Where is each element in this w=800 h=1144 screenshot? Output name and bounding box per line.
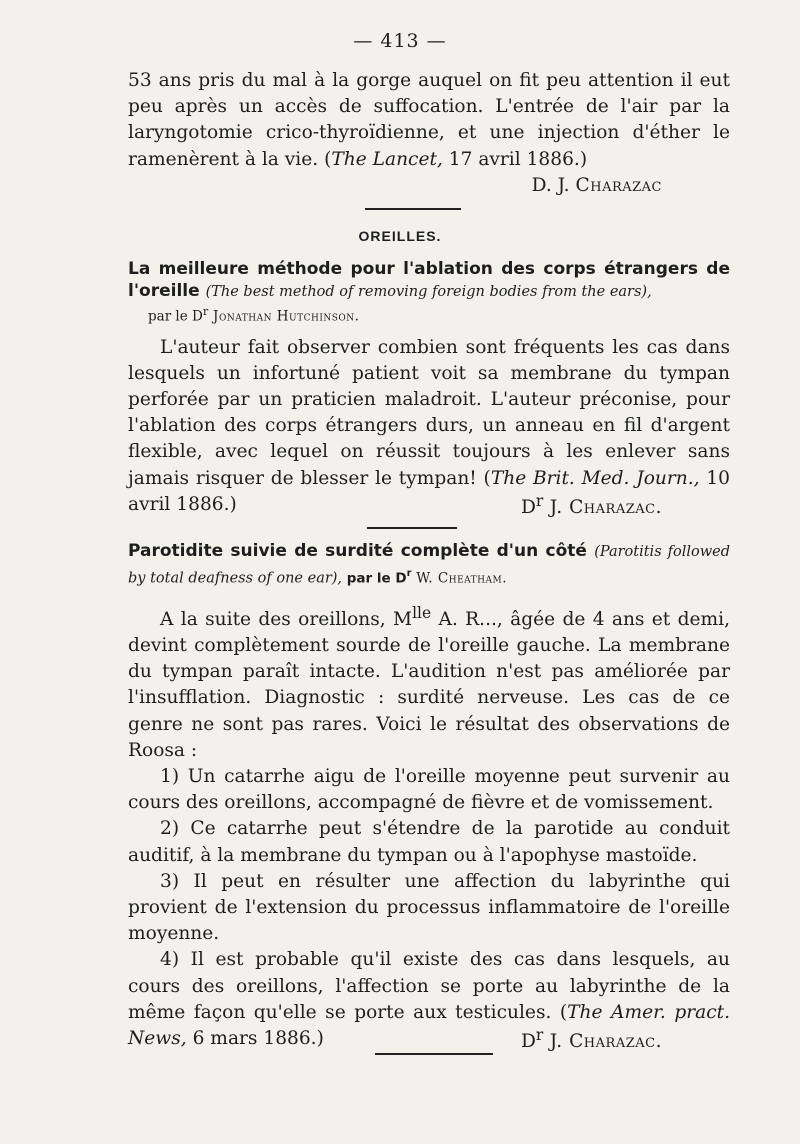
citation-date: 6 mars 1886.) bbox=[186, 1028, 324, 1050]
continuation-block bbox=[128, 68, 730, 196]
page-number: — 413 — bbox=[353, 30, 447, 52]
article-byline: W. Cheatham. bbox=[411, 570, 508, 587]
article-intro: A la suite des oreillons, $M^{lle}$ A. R..., âgée de 4 ans et demi, devint complètement sourde de l'oreille gauche. La membrane du tympan paraît intacte. L'audition n'est pas améliorée par l'insufflation. Diagnostic : surdité nerveuse. Les cas de ce genre ne sont pas rares. Voici le résultat des observations de Roosa : bbox=[128, 603, 731, 761]
citation-date: 17 avril 1886.) bbox=[442, 148, 588, 170]
citation-journal: The Lancet, bbox=[331, 148, 443, 170]
citation-journal: The Brit. Med. Journ., bbox=[490, 467, 700, 489]
list-item: 3) Il peut en résulter une affection du labyrinthe qui provient de l'extension du processus inflammatoire de l'oreille moyenne. bbox=[128, 870, 730, 945]
divider bbox=[367, 527, 457, 529]
article-title: La meilleure méthode pour l'ablation des corps étrangers de l'oreille (The best method of removing foreign bodies from the ears), bbox=[128, 259, 730, 301]
signature: $D^r$ J. Charazac. bbox=[521, 1026, 662, 1053]
article-title-translation: (The best method of removing foreign bodies from the ears), bbox=[205, 284, 652, 300]
article-byline: par le $D^r$ Jonathan Hutchinson. bbox=[148, 305, 360, 325]
list-item: 4) Il est probable qu'il existe des cas dans lesquels, au cours des oreillons, l'affection se porte au labyrinthe de la même façon qu'elle se porte aux testicules. (The Amer. pract. News, 6 mars 1886.) bbox=[128, 949, 730, 1050]
divider bbox=[365, 208, 461, 210]
section-heading: OREILLES. bbox=[358, 228, 442, 244]
article-hutchinson bbox=[128, 258, 730, 518]
continuation-text: 53 ans pris du mal à la gorge auquel on fit peu attention il eut peu après un accès de suffocation. L'entrée de l'air par la laryngotomie crico-thyroïdienne, et une injection d'éther le ramenèrent à la vie. bbox=[128, 70, 730, 170]
article-title-translation: (Parotitis followed by total deafness of one ear), bbox=[128, 544, 730, 587]
signature: $D^r$ J. Charazac. bbox=[521, 491, 662, 519]
list-item: 1) Un catarrhe aigu de l'oreille moyenne peut survenir au cours des oreillons, accompagné de fièvre et de vomissement. bbox=[128, 766, 730, 814]
list-item: 2) Ce catarrhe peut s'étendre de la parotide au conduit auditif, à la membrane du tympan ou à l'apophyse mastoïde. bbox=[128, 818, 730, 866]
citation-journal: The Amer. pract. News, bbox=[128, 1001, 730, 1050]
article-cheatham bbox=[128, 540, 730, 1052]
citation-date: 10 avril 1886.) bbox=[128, 467, 730, 515]
divider bbox=[375, 1053, 493, 1055]
article-body: L'auteur fait observer combien sont fréquents les cas dans lesquels un infortuné patient voit sa membrane du tympan perforée par un praticien maladroit. L'auteur préconise, pour l'ablation des corps étrangers durs, un anneau en fil d'argent flexible, avec lequel on réussit toujours à les enlever sans jamais risquer de blesser le tympan! (The Brit. Med. Journ., 10 avril 1886.) bbox=[128, 336, 730, 515]
signature: D. J. Charazac bbox=[531, 174, 662, 196]
article-title: Parotidite suivie de surdité complète d'un côté (Parotitis followed by total deafness of one ear), par le $D^r$ W. Cheatham. bbox=[128, 541, 730, 587]
continuation-paragraph: 53 ans pris du mal à la gorge auquel on fit peu attention il eut peu après un accès de suffocation. L'entrée de l'air par la laryngotomie crico-thyroïdienne, et une injection d'éther le ramenèrent à la vie. (The Lancet, 17 avril 1886.) bbox=[128, 70, 730, 170]
